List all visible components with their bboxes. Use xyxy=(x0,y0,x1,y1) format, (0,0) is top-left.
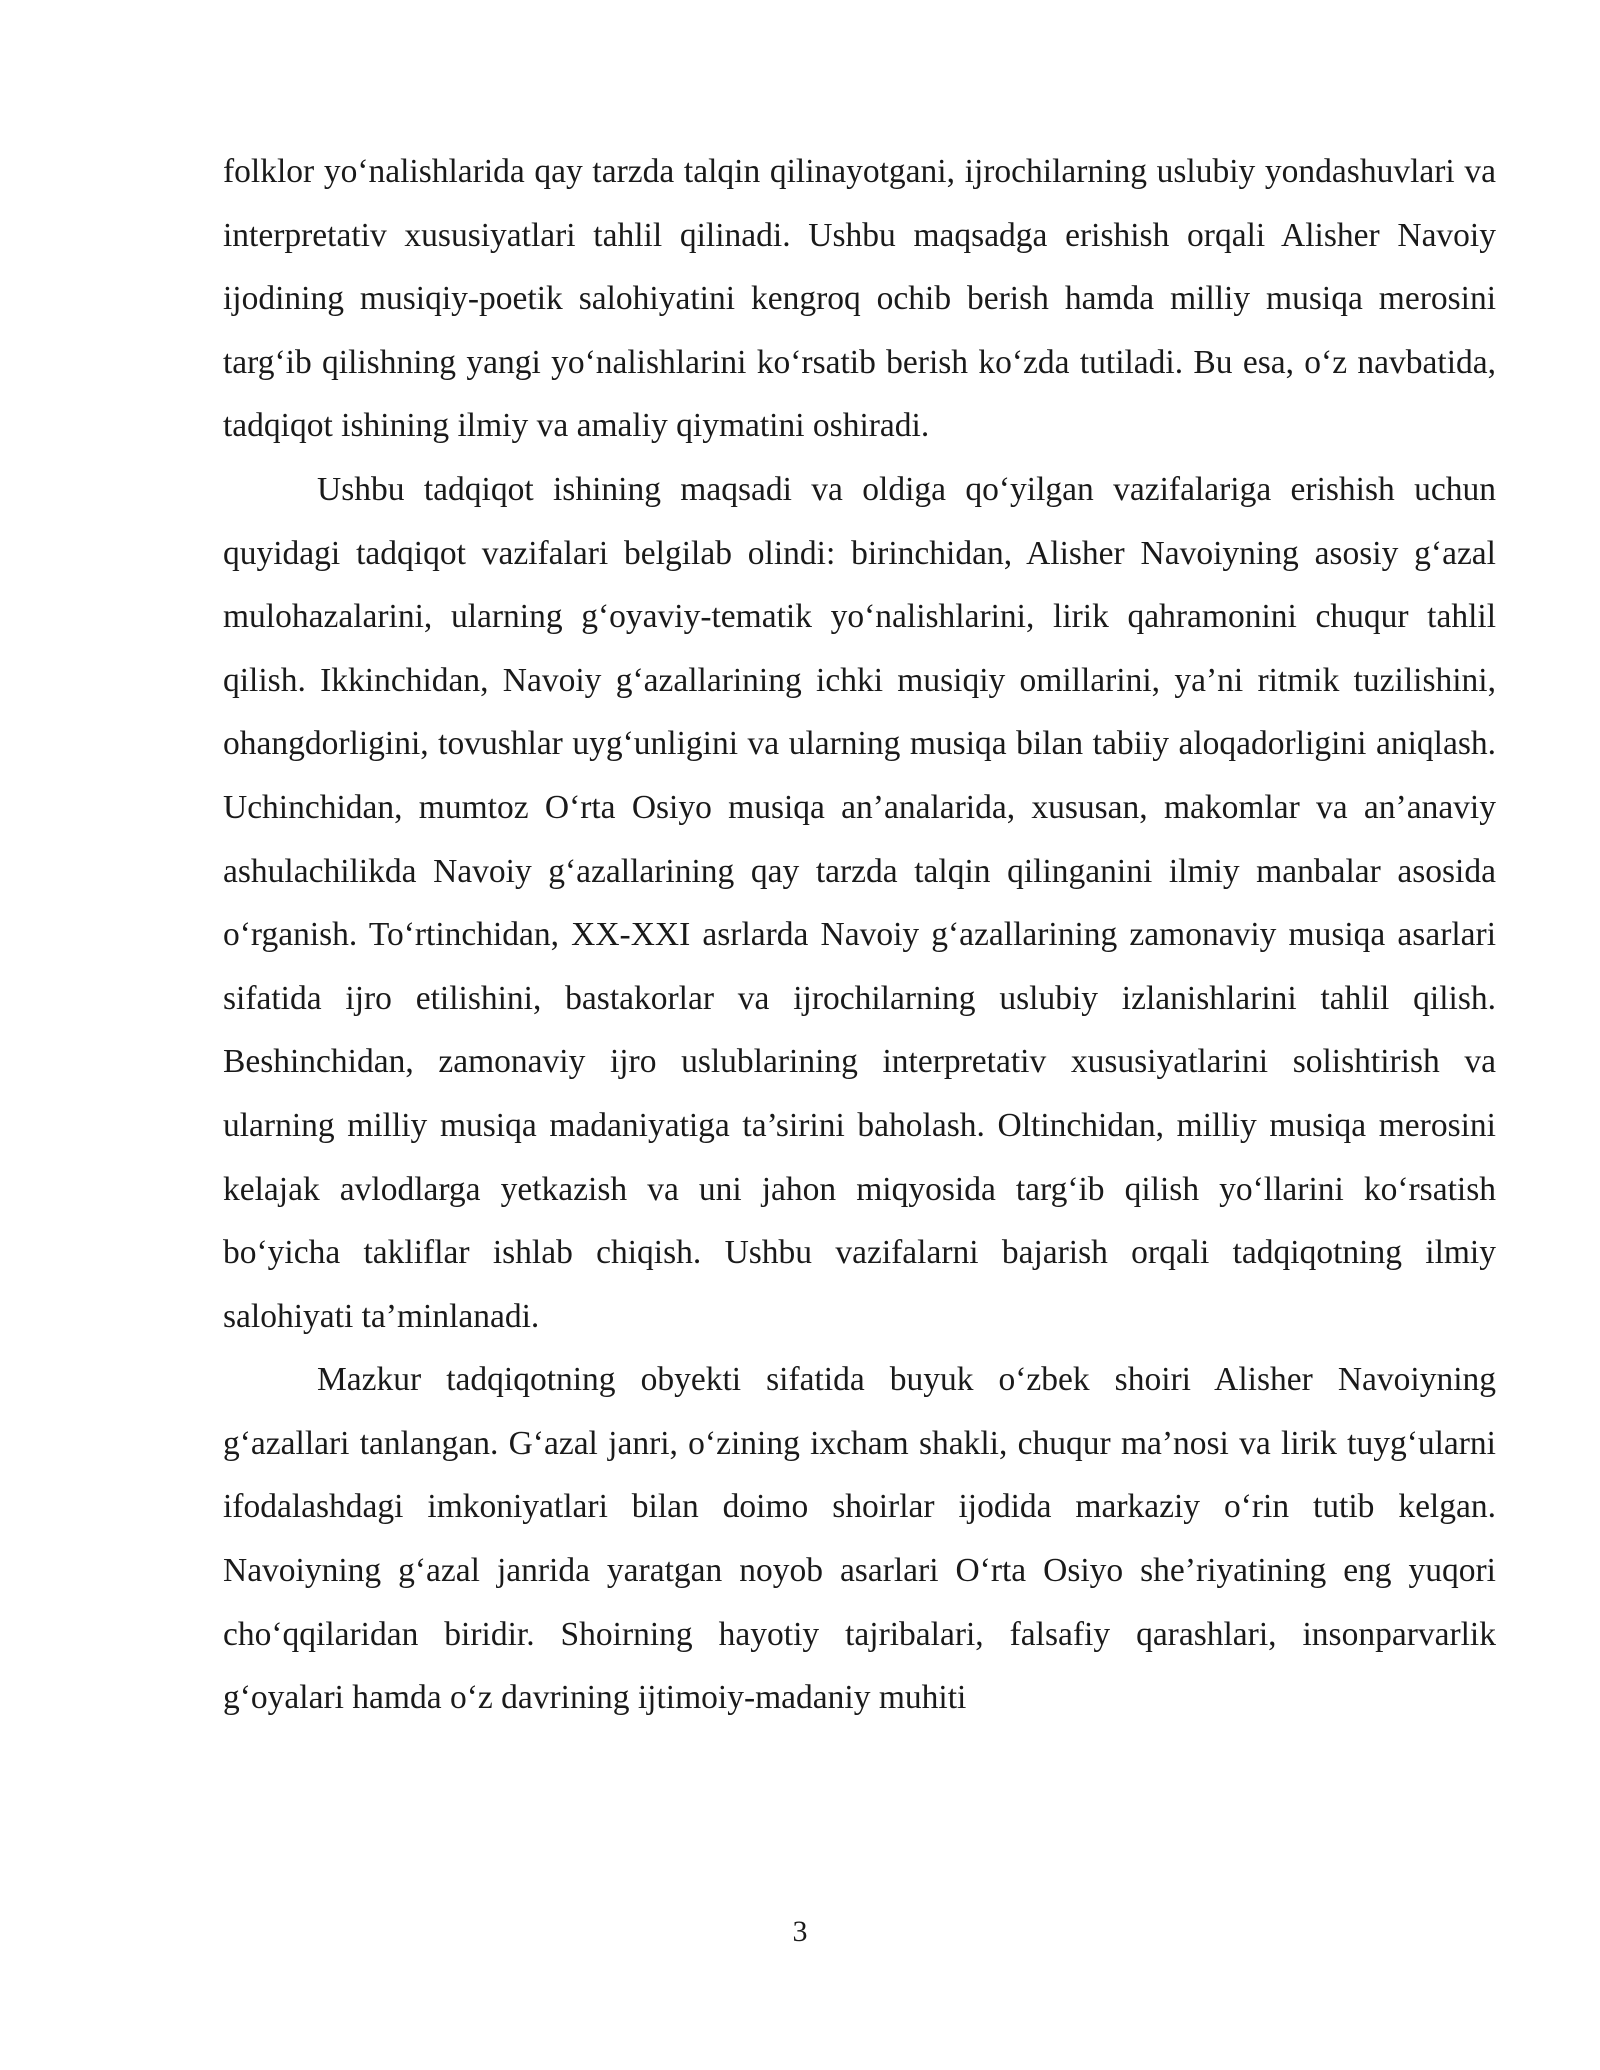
paragraph-2: Ushbu tadqiqot ishining maqsadi va oldiga qoʻyilgan vazifalariga erishish uchun quyidagi tadqiqot vazifalari belgilab olindi: birinchidan, Alisher Navoiyning asosiy gʻazal mulohazalarini, ularning gʻoyaviy-tematik yoʻnalishlarini, lirik qahramonini chuqur tahlil qilish. Ikkinchidan, Navoiy gʻazallarining ichki musiqiy omillarini, ya’ni ritmik tuzilishini, ohangdorligini, tovushlar uygʻunligini va ularning musiqa bilan tabiiy aloqadorligini aniqlash. Uchinchidan, mumtoz Oʻrta Osiyo musiqa an’analarida, xususan, makomlar va an’anaviy ashulachilikda Navoiy gʻazallarining qay tarzda talqin qilinganini ilmiy manbalar asosida oʻrganish. Toʻrtinchidan, XX-XXI asrlarda Navoiy gʻazallarining zamonaviy musiqa asarlari sifatida ijro etilishini, bastakorlar va ijrochilarning uslubiy izlanishlarini tahlil qilish. Beshinchidan, zamonaviy ijro uslublarining interpretativ xususiyatlarini solishtirish va ularning milliy musiqa madaniyatiga ta’sirini baholash. Oltinchidan, milliy musiqa merosini kelajak avlodlarga yetkazish va uni jahon miqyosida targʻib qilish yoʻllarini koʻrsatish boʻyicha takliflar ishlab chiqish. Ushbu vazifalarni bajarish orqali tadqiqotning ilmiy salohiyati ta’minlanadi. xyxy=(223,470,1496,1335)
page-number: 3 xyxy=(792,1915,808,1948)
body-text xyxy=(223,140,1496,1730)
paragraph-1: folklor yoʻnalishlarida qay tarzda talqin qilinayotgani, ijrochilarning uslubiy yondashuvlari va interpretativ xususiyatlari tahlil qilinadi. Ushbu maqsadga erishish orqali Alisher Navoiy ijodining musiqiy-poetik salohiyatini kengroq ochib berish hamda milliy musiqa merosini targʻib qilishning yangi yoʻnalishlarini koʻrsatib berish koʻzda tutiladi. Bu esa, oʻz navbatida, tadqiqot ishining ilmiy va amaliy qiymatini oshiradi. xyxy=(223,153,1496,445)
paragraph-3: Mazkur tadqiqotning obyekti sifatida buyuk oʻzbek shoiri Alisher Navoiyning gʻazallari tanlangan. Gʻazal janri, oʻzining ixcham shakli, chuqur ma’nosi va lirik tuygʻularni ifodalashdagi imkoniyatlari bilan doimo shoirlar ijodida markaziy oʻrin tutib kelgan. Navoiyning gʻazal janrida yaratgan noyob asarlari Oʻrta Osiyo she’riyatining eng yuqori choʻqqilaridan biridir. Shoirning hayotiy tajribalari, falsafiy qarashlari, insonparvarlik gʻoyalari hamda oʻz davrining ijtimoiy-madaniy muhiti xyxy=(223,1361,1496,1717)
